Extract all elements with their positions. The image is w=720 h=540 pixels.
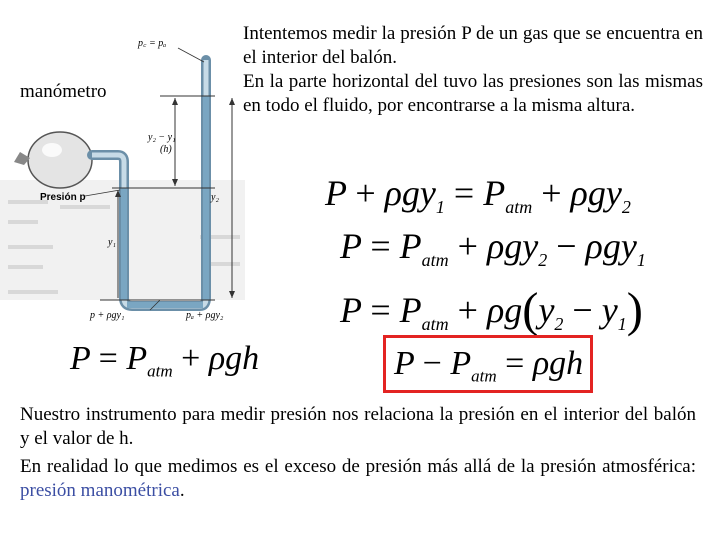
equation-2: $P = P_{atm} + \rho gy_2 - \rho gy_1$	[340, 226, 646, 271]
intro-line-1: Intentemos medir la presión P de un gas que se encuentra en el interior del balón.	[243, 23, 703, 68]
manometro-label: manómetro	[20, 81, 107, 102]
highlight-presion-manometrica: presión manométrica	[20, 480, 180, 501]
label-h: (h)	[160, 144, 172, 155]
equation-4: $P = P_{atm} + \rho gh$	[70, 340, 260, 381]
intro-paragraph	[243, 22, 703, 118]
conclusion-line-1: Nuestro instrumento para medir presión nos relaciona la presión en el interior del balón y el valor de h.	[20, 404, 696, 449]
intro-line-2: En la parte horizontal del tuvo las presiones son las mismas en todo el fluido, por encontrarse a la misma altura.	[243, 71, 703, 116]
conclusion-suffix: .	[179, 480, 185, 501]
conclusion-paragraph	[20, 403, 696, 503]
label-y1: y₁	[108, 237, 116, 248]
label-presion: Presión p	[40, 192, 86, 203]
label-bottom-left: p + ρgy₁	[90, 310, 125, 321]
equation-1: $P + \rho gy_1 = P_{atm} + \rho gy_2$	[325, 173, 631, 218]
label-bottom-right: pₐ + ρgy₂	[186, 310, 224, 321]
flask-bulb	[28, 132, 92, 188]
equation-3: $P = P_{atm} + \rho g(y_2 - y_1)$	[340, 283, 643, 337]
equation-5-boxed: $P - P_{atm} = \rho gh$	[383, 335, 593, 393]
label-y2: y₂	[211, 192, 219, 203]
label-y2-y1: y₂ − y₁	[148, 132, 176, 143]
conclusion-prefix: En realidad lo que medimos es el exceso de presión más allá de la presión atmosférica:	[20, 456, 696, 477]
conclusion-line-2	[20, 455, 696, 503]
label-pc-pa: p꜀ = pₐ	[138, 38, 167, 49]
manometer-diagram	[0, 0, 245, 335]
